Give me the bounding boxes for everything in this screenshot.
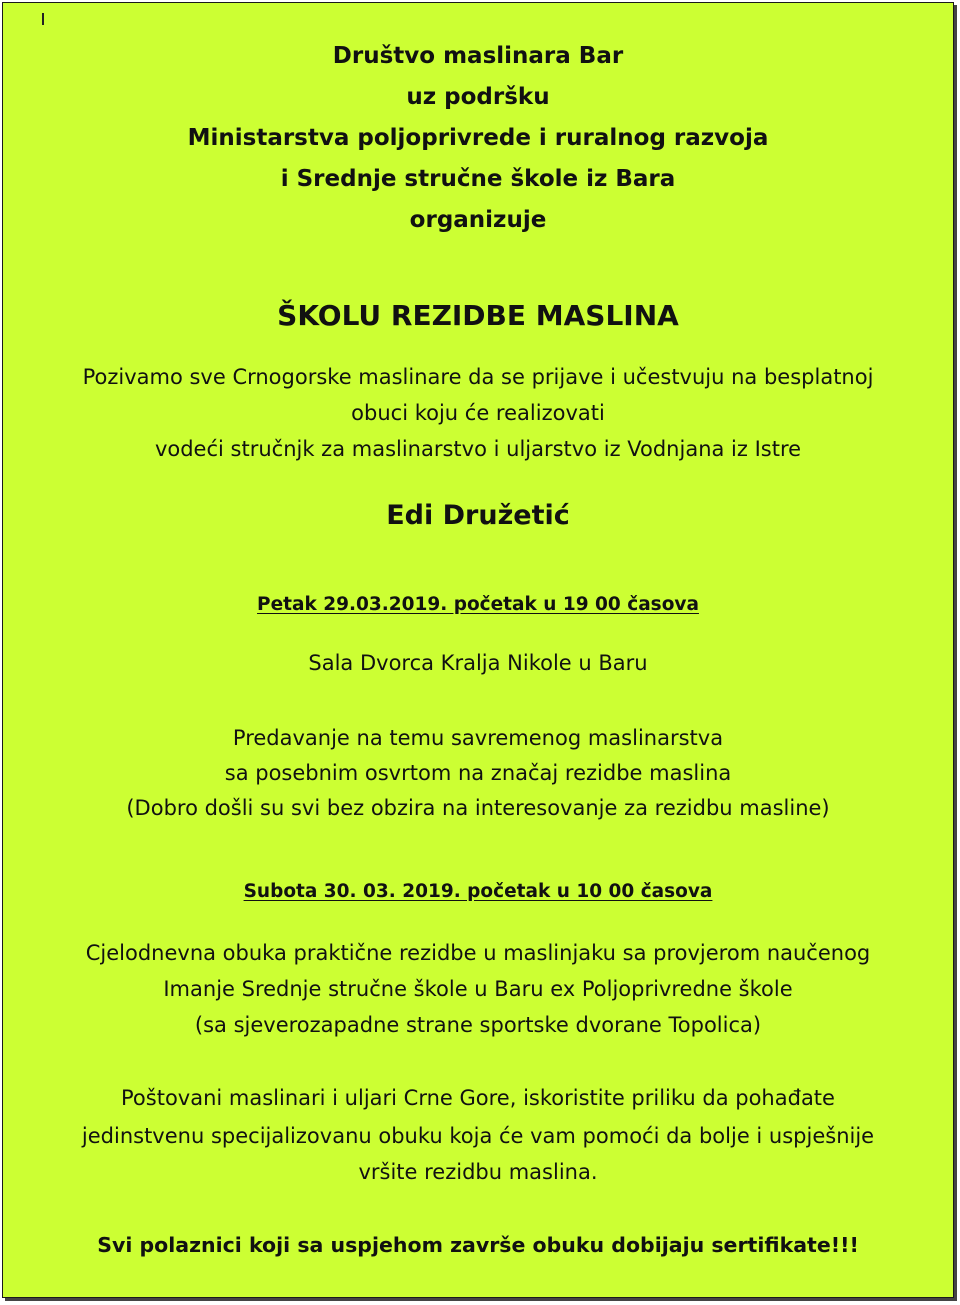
- day1-date: [3, 594, 953, 615]
- support-line: uz podršku: [406, 84, 550, 110]
- organizer-name: Društvo maslinara Bar: [332, 43, 624, 69]
- day2-desc-2: Imanje Srednje stručne škole u Baru ex Poljoprivredne škole: [163, 977, 793, 1001]
- organizes-line: organizuje: [409, 207, 547, 233]
- ministry-name: Ministarstva poljoprivrede i ruralnog razvoja: [187, 125, 769, 151]
- school-name: i Srednje stručne škole iz Bara: [280, 166, 676, 192]
- day1-venue: Sala Dvorca Kralja Nikole u Baru: [308, 651, 648, 675]
- certificate-note: Svi polaznici koji sa uspjehom završe obuku dobijaju sertifikate!!!: [97, 1233, 859, 1257]
- lecturer-name: Edi Družetić: [386, 500, 570, 531]
- invitation-line-1: Pozivamo sve Crnogorske maslinare da se prijave i učestvuju na besplatnoj: [82, 365, 874, 389]
- day2-date-text: Subota 30. 03. 2019. početak u 10 00 časova: [243, 881, 713, 902]
- day1-date-text: Petak 29.03.2019. početak u 19 00 časova: [257, 594, 699, 615]
- day1-desc-3: (Dobro došli su svi bez obzira na interesovanje za rezidbu masline): [126, 796, 830, 820]
- day2-desc-3: (sa sjeverozapadne strane sportske dvorane Topolica): [194, 1013, 762, 1037]
- text-cursor-mark: [42, 13, 44, 25]
- event-title: ŠKOLU REZIDBE MASLINA: [277, 299, 679, 332]
- closing-line-2: jedinstvenu specijalizovanu obuku koja će vam pomoći da bolje i uspješnije: [81, 1124, 875, 1148]
- day1-desc-2: sa posebnim osvrtom na značaj rezidbe maslina: [224, 761, 732, 785]
- day1-desc-1: Predavanje na temu savremenog maslinarstva: [232, 726, 724, 750]
- invitation-line-2: obuci koju će realizovati: [351, 401, 605, 425]
- flyer-page: [2, 2, 954, 1298]
- day2-date: [3, 881, 953, 902]
- closing-line-1: Poštovani maslinari i uljari Crne Gore, iskoristite priliku da pohađate: [121, 1086, 835, 1110]
- closing-line-3: vršite rezidbu maslina.: [358, 1160, 598, 1184]
- invitation-line-3: vodeći stručnjk za maslinarstvo i uljarstvo iz Vodnjana iz Istre: [154, 437, 802, 461]
- day2-desc-1: Cjelodnevna obuka praktične rezidbe u maslinjaku sa provjerom naučenog: [85, 941, 871, 965]
